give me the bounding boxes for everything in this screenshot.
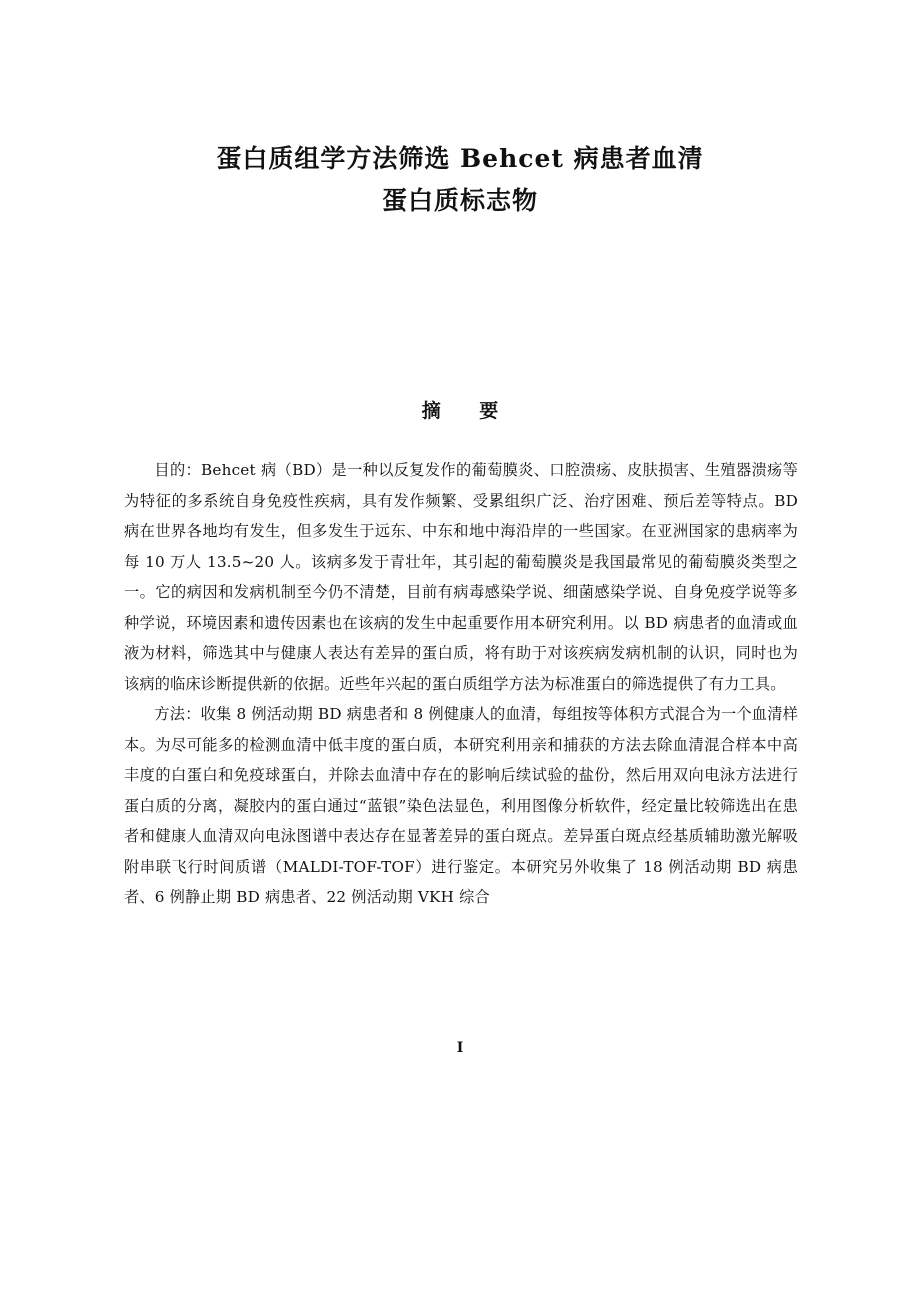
abstract-paragraph-methods: 方法：收集 8 例活动期 BD 病患者和 8 例健康人的血清，每组按等体积方式混合为一个血清样本。为尽可能多的检测血清中低丰度的蛋白质，本研究利用亲和捕获的方法去除血清混合样本中高丰度的白蛋白和免疫球蛋白，并除去血清中存在的影响后续试验的盐份，然后用双向电泳方法进行蛋白质的分离，凝胶内的蛋白通过“蓝银”染色法显色，利用图像分析软件，经定量比较筛选出在患者和健康人血清双向电泳图谱中表达存在显著差异的蛋白斑点。差异蛋白斑点经基质辅助激光解吸附串联飞行时间质谱（MALDI-TOF-TOF）进行鉴定。本研究另外收集了 18 例活动期 BD 病患者、6 例静止期 BD 病患者、22 例活动期 VKH 综合 (124, 705, 798, 906)
paper-title (0, 138, 920, 222)
title-line-1: 蛋白质组学方法筛选 Behcet 病患者血清 (216, 144, 704, 173)
abstract-body (124, 455, 798, 913)
abstract-paragraph-objective: 目的：Behcet 病（BD）是一种以反复发作的葡萄膜炎、口腔溃疡、皮肤损害、生殖器溃疡等为特征的多系统自身免疫性疾病，具有发作频繁、受累组织广泛、治疗困难、预后差等特点。BD 病在世界各地均有发生，但多发生于远东、中东和地中海沿岸的一些国家。在亚洲国家的患病率为每 10 万人 13.5~20 人。该病多发于青壮年，其引起的葡萄膜炎是我国最常见的葡萄膜炎类型之一。它的病因和发病机制至今仍不清楚，目前有病毒感染学说、细菌感染学说、自身免疫学说等多种学说，环境因素和遗传因素也在该病的发生中起重要作用本研究利用。以 BD 病患者的血清或血液为材料，筛选其中与健康人表达有差异的蛋白质，将有助于对该疾病发病机制的认识，同时也为该病的临床诊断提供新的依据。近些年兴起的蛋白质组学方法为标准蛋白的筛选提供了有力工具。 (124, 461, 798, 693)
abstract-heading: 摘 要 (421, 400, 515, 422)
title-line-2: 蛋白质标志物 (381, 186, 538, 215)
page-number: I (456, 1040, 464, 1056)
